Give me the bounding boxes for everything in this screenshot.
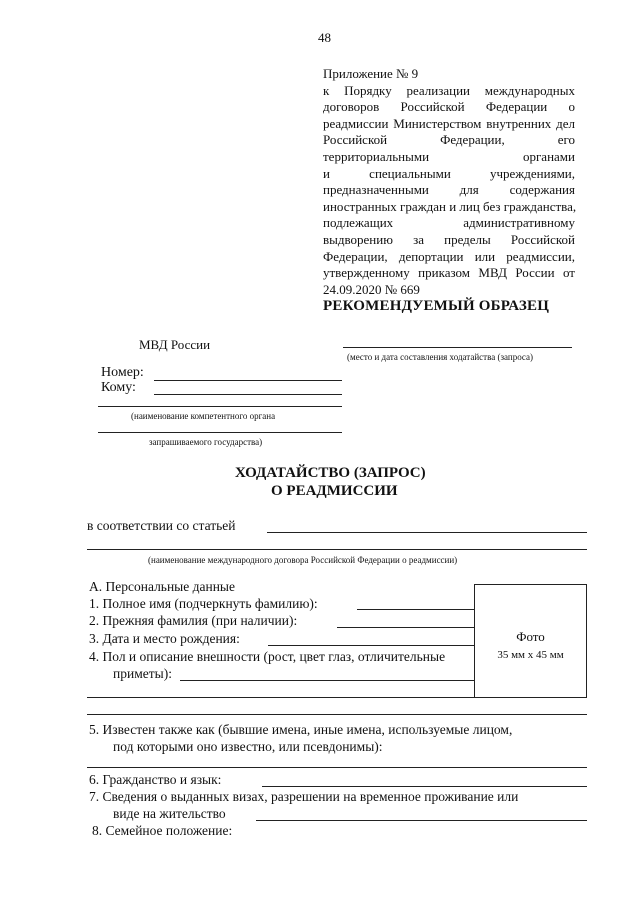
article-label: в соответствии со статьей xyxy=(87,518,236,533)
item-previous-surname: 2. Прежняя фамилия (при наличии): xyxy=(89,613,298,628)
place-date-caption: (место и дата составления ходатайства (запроса) xyxy=(347,352,534,362)
annex-line: утвержденному приказом МВД России от xyxy=(323,265,575,281)
annex-line: предназначенными для содержания xyxy=(323,182,575,198)
annex-line: Федерации, депортации или реадмиссии, xyxy=(323,248,575,264)
item-visas: 7. Сведения о выданных визах, разрешении на временное проживание или xyxy=(89,789,519,804)
item-sex-appearance: 4. Пол и описание внешности (рост, цвет глаз, отличительные xyxy=(89,649,446,664)
annex-line: договоров Российской Федерации о xyxy=(323,99,575,115)
citizenship-line[interactable] xyxy=(262,786,587,787)
to-label: Кому: xyxy=(101,380,136,395)
annex-header xyxy=(323,66,575,298)
visas-line[interactable] xyxy=(256,820,587,821)
aliases-line[interactable] xyxy=(87,767,587,768)
appearance-line-2[interactable] xyxy=(87,697,474,698)
annex-line: иностранных граждан и лиц без гражданства, xyxy=(323,198,577,214)
document-title: ХОДАТАЙСТВО (ЗАПРОС) xyxy=(235,465,426,481)
annex-title: Приложение № 9 xyxy=(323,66,419,81)
document-title-2: О РЕАДМИССИИ xyxy=(271,483,398,499)
number-line[interactable] xyxy=(154,380,342,381)
annex-line: и специальными учреждениями, xyxy=(323,165,575,181)
sender-name: МВД России xyxy=(139,337,211,352)
photo-label: Фото xyxy=(516,629,545,644)
article-line[interactable] xyxy=(267,532,587,533)
section-divider xyxy=(87,714,587,715)
birth-line[interactable] xyxy=(268,645,474,646)
item-aliases: 5. Известен также как (бывшие имена, иные имена, используемые лицом, xyxy=(89,722,513,737)
appearance-line[interactable] xyxy=(180,680,474,681)
photo-box xyxy=(474,584,587,698)
page-number: 48 xyxy=(318,30,331,45)
to-line[interactable] xyxy=(154,394,342,395)
item-citizenship: 6. Гражданство и язык: xyxy=(89,772,222,787)
item-birth-date-place: 3. Дата и место рождения: xyxy=(89,631,240,646)
annex-line: 24.09.2020 № 669 xyxy=(323,281,420,297)
item-visas-cont: виде на жительство xyxy=(113,806,226,821)
authority-caption-2: запрашиваемого государства) xyxy=(149,437,263,447)
authority-line[interactable] xyxy=(98,432,342,433)
item-family-status: 8. Семейное положение: xyxy=(92,823,233,838)
annex-line: подлежащих административному xyxy=(323,215,575,231)
annex-line: выдворению за пределы Российской xyxy=(323,231,575,247)
photo-size: 35 мм х 45 мм xyxy=(497,649,564,661)
treaty-line[interactable] xyxy=(87,549,587,550)
annex-line: Российской Федерации, его xyxy=(323,132,575,148)
full-name-line[interactable] xyxy=(357,609,474,610)
place-date-line[interactable] xyxy=(343,347,572,348)
annex-line: к Порядку реализации международных xyxy=(323,82,575,98)
item-sex-appearance-cont: приметы): xyxy=(113,666,172,681)
annex-line: территориальными органами xyxy=(323,148,575,164)
number-label: Номер: xyxy=(101,365,144,380)
authority-caption: (наименование компетентного органа xyxy=(131,411,276,421)
previous-surname-line[interactable] xyxy=(337,627,474,628)
item-full-name: 1. Полное имя (подчеркнуть фамилию): xyxy=(89,596,318,611)
to-line-2[interactable] xyxy=(98,406,342,407)
treaty-caption: (наименование международного договора Российской Федерации о реадмиссии) xyxy=(148,555,458,565)
item-aliases-cont: под которыми оно известно, или псевдонимы): xyxy=(113,739,383,754)
sample-label: РЕКОМЕНДУЕМЫЙ ОБРАЗЕЦ xyxy=(323,298,550,314)
annex-line: реадмиссии Министерством внутренних дел xyxy=(323,115,575,131)
section-a-heading: А. Персональные данные xyxy=(89,579,235,594)
